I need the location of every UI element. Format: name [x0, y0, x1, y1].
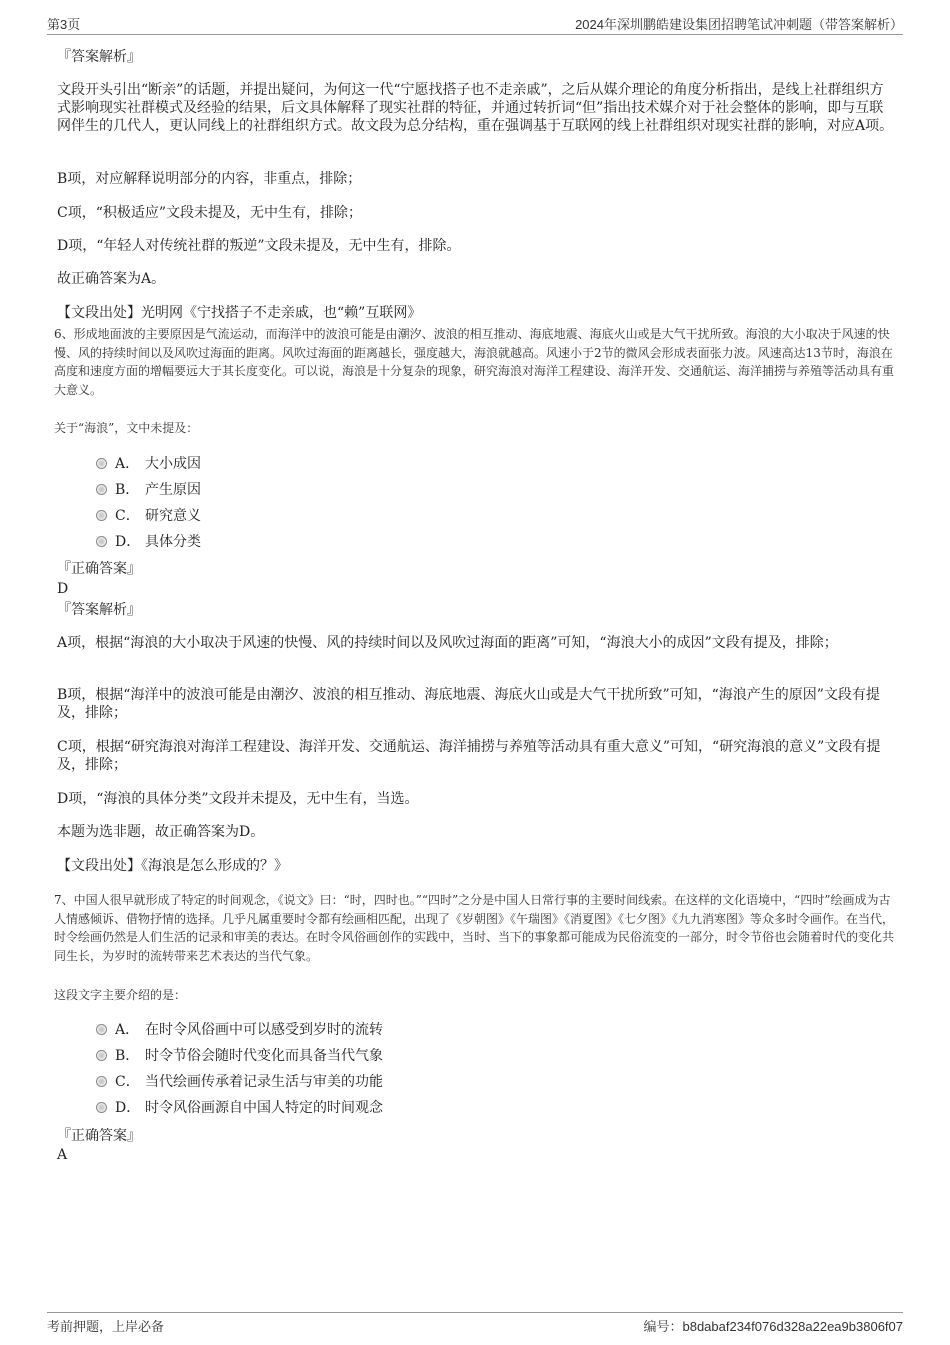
- q6-option-c[interactable]: C． 研究意义: [96, 507, 201, 525]
- q5-source: 【文段出处】光明网《宁找搭子不走亲戚，也“赖”互联网》: [57, 305, 422, 321]
- q6-analysis-para: C项，根据“研究海浪对海洋工程建设、海洋开发、交通航运、海洋捕捞与养殖等活动具有重大意义”可知，“研究海浪的意义”文段有提及，排除；: [57, 739, 881, 773]
- q7-answer: A: [57, 1147, 68, 1163]
- q6-analysis-para: A项，根据“海浪的大小取决于风速的快慢、风的持续时间以及风吹过海面的距离”可知，“海浪大小的成因”文段有提及，排除；: [57, 635, 838, 651]
- page-footer: [47, 1312, 903, 1334]
- radio-icon[interactable]: [96, 1024, 107, 1035]
- q6-analysis-para: B项，根据“海洋中的波浪可能是由潮汐、波浪的相互推动、海底地震、海底火山或是大气干扰所致”可知，“海浪产生的原因”文段有提及，排除；: [57, 687, 880, 721]
- q6-analysis-label: 『答案解析』: [57, 602, 141, 618]
- q7-option-c[interactable]: C． 当代绘画传承着记录生活与审美的功能: [96, 1073, 383, 1091]
- q7-answer-label: 『正确答案』: [57, 1128, 141, 1144]
- q5-analysis-conclusion: 故正确答案为A。: [57, 271, 166, 287]
- q6-stem: 关于“海浪”，文中未提及：: [54, 421, 199, 435]
- q7-passage: 7、中国人很早就形成了特定的时间观念，《说文》曰：“时，四时也。”“四时”之分是中国人日常行事的主要时间线索。在这样的文化语境中，“四时”绘画成为古人情感倾诉、借物抒情的选择。几乎凡属重要时令都有绘画相匹配，出现了《岁朝图》《午瑞图》《消夏图》《七夕图》《九九消寒图》等众多时令画作。在当代，时令绘画仍然是人们生活的记录和审美的表达。在时令风俗画创作的实践中，当时、当下的事象都可能成为民俗流变的一部分，时令节俗也会随着时代的变化共同生长，为岁时的流转带来艺术表达的当代气象。: [54, 893, 895, 963]
- document-title: 2024年深圳鹏皓建设集团招聘笔试冲刺题（带答案解析）: [575, 17, 903, 32]
- q6-answer-label: 『正确答案』: [57, 561, 141, 577]
- page-header: [47, 14, 903, 35]
- q5-analysis-para: B项，对应解释说明部分的内容，非重点，排除；: [57, 171, 362, 187]
- q7-option-a[interactable]: A． 在时令风俗画中可以感受到岁时的流转: [96, 1021, 383, 1039]
- q5-analysis-para: C项，“积极适应”文段未提及，无中生有，排除；: [57, 205, 363, 221]
- radio-icon[interactable]: [96, 510, 107, 521]
- radio-icon[interactable]: [96, 536, 107, 547]
- q6-option-a[interactable]: A． 大小成因: [96, 455, 201, 473]
- q7-option-d[interactable]: D． 时令风俗画源自中国人特定的时间观念: [96, 1099, 383, 1117]
- q6-answer: D: [57, 581, 69, 597]
- q5-analysis-para: 文段开头引出“断亲”的话题，并提出疑问，为何这一代“宁愿找搭子也不走亲戚”，之后从媒介理论的角度分析指出，是线上社群组织方式影响现实社群模式及经验的结果，后文具体解释了现实社群的特征，并通过转折词“但”指出技术媒介对于社会整体的影响，即与互联网伴生的几代人，更认同线上的社群组织方式。故文段为总分结构，重在强调基于互联网的线上社群组织对现实社群的影响，对应A项。: [57, 82, 894, 134]
- q6-option-d[interactable]: D． 具体分类: [96, 533, 201, 551]
- document-id: 编号：b8dabaf234f076d328a22ea9b3806f07: [643, 1319, 903, 1334]
- q6-passage: 6、形成地面波的主要原因是气流运动，而海洋中的波浪可能是由潮汐、波浪的相互推动、海底地震、海底火山或是大气干扰所致。海浪的大小取决于风速的快慢、风的持续时间以及风吹过海面的距离。风吹过海面的距离越长，强度越大，海浪就越高。风速小于2节的微风会形成表面张力波。风速高达13节时，海浪在高度和速度方面的增幅要远大于其长度变化。可以说，海浪是十分复杂的现象，研究海浪对海洋工程建设、海洋开发、交通航运、海洋捕捞与养殖等活动具有重大意义。: [54, 327, 895, 397]
- q7-stem: 这段文字主要介绍的是：: [54, 988, 187, 1002]
- q6-source: 【文段出处】《海浪是怎么形成的？》: [57, 858, 288, 874]
- q6-option-b[interactable]: B． 产生原因: [96, 481, 201, 499]
- radio-icon[interactable]: [96, 1102, 107, 1113]
- radio-icon[interactable]: [96, 1076, 107, 1087]
- page-number: 第3页: [47, 17, 81, 32]
- radio-icon[interactable]: [96, 1050, 107, 1061]
- footer-slogan: 考前押题，上岸必备: [47, 1319, 165, 1334]
- q5-analysis-para: D项，“年轻人对传统社群的叛逆”文段未提及，无中生有，排除。: [57, 238, 461, 254]
- q6-analysis-para: D项，“海浪的具体分类”文段并未提及，无中生有，当选。: [57, 791, 419, 807]
- radio-icon[interactable]: [96, 458, 107, 469]
- q6-analysis-conclusion: 本题为选非题，故正确答案为D。: [57, 824, 265, 840]
- q5-analysis-label: 『答案解析』: [57, 49, 141, 65]
- radio-icon[interactable]: [96, 484, 107, 495]
- q7-option-b[interactable]: B． 时令节俗会随时代变化而具备当代气象: [96, 1047, 383, 1065]
